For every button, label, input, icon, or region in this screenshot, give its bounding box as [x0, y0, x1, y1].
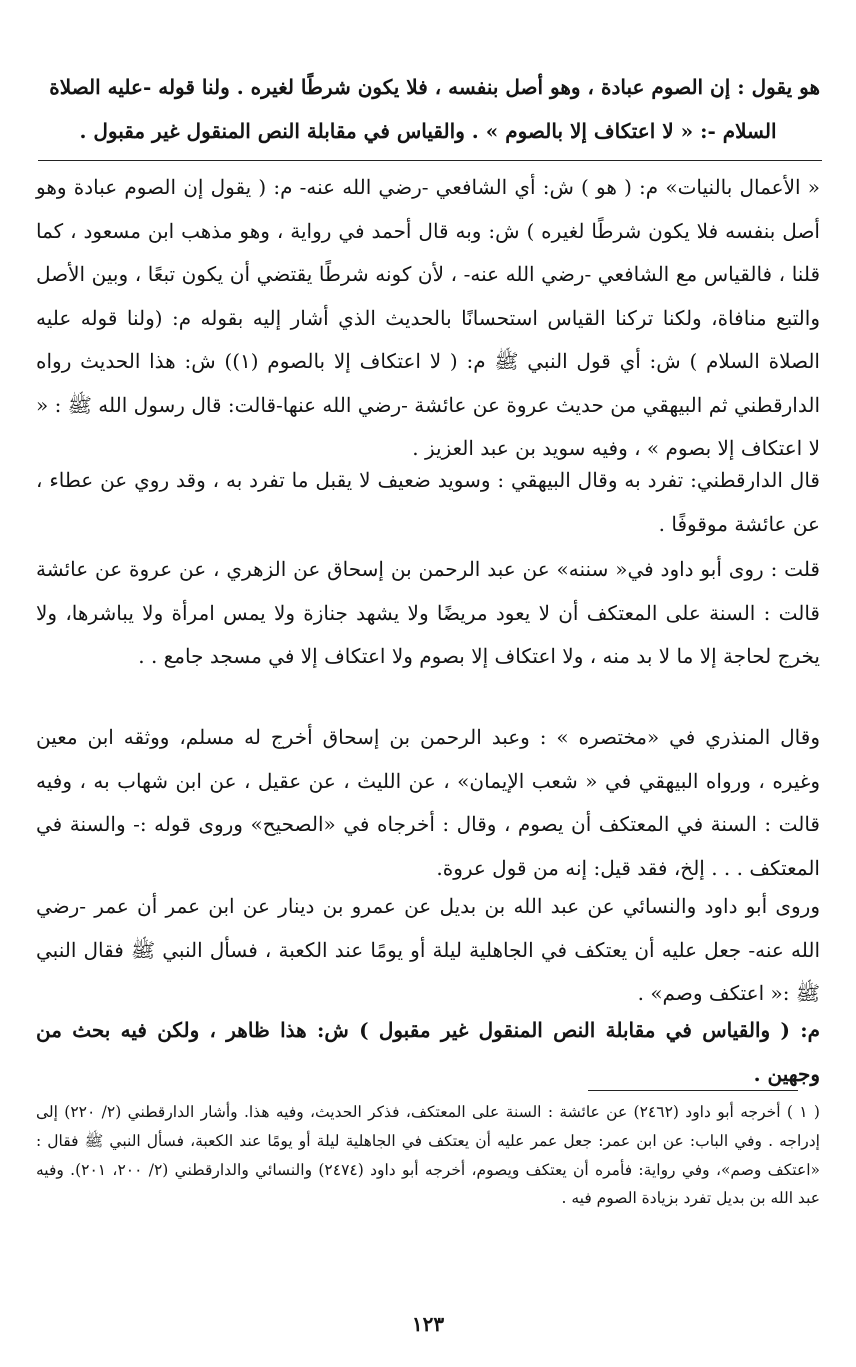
page-number: ١٢٣ [411, 1312, 445, 1336]
sharh-paragraph-6: م: ( والقياس في مقابلة النص المنقول غير مقبول ) ش: هذا ظاهر ، ولكن فيه بحث من وجهين . [36, 1018, 820, 1086]
matn-line-1: هو يقول : إن الصوم عبادة ، وهو أصل بنفسه ، فلا يكون شرطًا لغيره . ولنا قوله -عليه الصلاة [49, 75, 820, 99]
matn-text [36, 66, 820, 153]
header-divider [38, 160, 822, 161]
sharh-paragraph-2: قال الدارقطني: تفرد به وقال البيهقي : وسويد ضعيف لا يقبل ما تفرد به ، وقد روي عن عطاء ، عن عائشة موقوفًا . [36, 468, 820, 536]
sharh-paragraph-3: قلت : روى أبو داود في« سننه» عن عبد الرحمن بن إسحاق عن الزهري ، عن عروة عن عائشة قالت : السنة على المعتكف أن لا يعود مريضًا ولا يشهد جنازة ولا يمس امرأة ولا يباشرها، ولا يخرج لحاجة إلا ما لا بد منه ، ولا اعتكاف إلا بصوم ولا اعتكاف إلا في مسجد جامع . . [36, 557, 820, 668]
footnote-divider [588, 1090, 798, 1091]
footnote: ( ١ ) أخرجه أبو داود (٢٤٦٢) عن عائشة : السنة على المعتكف، فذكر الحديث، وفيه هذا. وأشار الدارقطني (٢/ ٢٢٠) إلى إدراجه . وفي الباب: عن ابن عمر: جعل عمر عليه أن يعتكف في الجاهلية ليلة أو يومًا عند الكعبة، فسأل النبي ﷺ فقال : «اعتكف وصم»، وفي رواية: فأمره أن يعتكف ويصوم، أخرجه أبو داود (٢٤٧٤) والنسائي والدارقطني (٢/ ٢٠٠، ٢٠١). وفيه عبد الله بن بديل تفرد بزيادة الصوم فيه . [36, 1103, 821, 1208]
matn-line-2: السلام -: « لا اعتكاف إلا بالصوم » . والقياس في مقابلة النص المنقول غير مقبول . [79, 118, 777, 143]
sharh-paragraph-4: وقال المنذري في «مختصره » : وعبد الرحمن بن إسحاق أخرج له مسلم، ووثقه ابن معين وغيره ، ورواه البيهقي في « شعب الإيمان» ، عن الليث ، عن عقيل ، عن ابن شهاب به ، وفيه قالت : السنة في المعتكف أن يصوم ، وقال : أخرجاه في «الصحيح» وروى قوله :- والسنة في المعتكف . . . إلخ، فقد قيل: إنه من قول عروة. [36, 725, 820, 880]
sharh-paragraph-5: وروى أبو داود والنسائي عن عبد الله بن بديل عن عمرو بن دينار عن ابن عمر أن عمر -رضي الله عنه- جعل عليه أن يعتكف في الجاهلية ليلة أو يومًا عند الكعبة ، فسأل النبي ﷺ فقال النبي ﷺ :« اعتكف وصم» . [36, 894, 820, 1005]
sharh-paragraph-1: « الأعمال بالنيات» م: ( هو ) ش: أي الشافعي -رضي الله عنه- م: ( يقول إن الصوم عبادة وهو أصل بنفسه فلا يكون شرطًا لغيره ) ش: وبه قال أحمد في رواية ، وهو مذهب ابن مسعود ، كما قلنا ، فالقياس مع الشافعي -رضي الله عنه- ، لأن كونه شرطًا يقتضي أن يكون تبعًا ، وبين الأصل والتبع منافاة، ولكنا تركنا القياس استحسانًا بالحديث الذي أشار إليه بقوله م: (ولنا قوله عليه الصلاة السلام ) ش: أي قول النبي ﷺ م: ( لا اعتكاف إلا بالصوم (١)) ش: هذا الحديث رواه الدارقطني ثم البيهقي من حديث عروة عن عائشة -رضي الله عنها-قالت: قال رسول الله ﷺ : « لا اعتكاف إلا بصوم » ، وفيه سويد بن عبد العزيز . [36, 175, 820, 460]
